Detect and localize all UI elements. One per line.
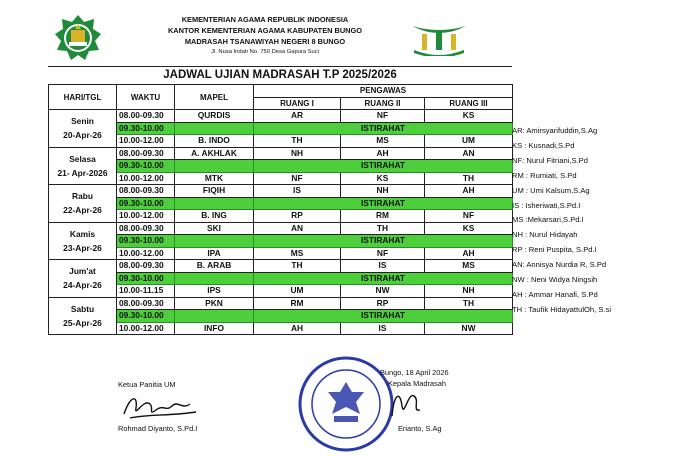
subject-cell: IPA bbox=[175, 247, 254, 260]
time-cell: 08.00-09.30 bbox=[117, 110, 175, 123]
room-1-cell: NH bbox=[254, 147, 341, 160]
page-title: JADWAL UJIAN MADRASAH T.P 2025/2026 bbox=[163, 69, 397, 81]
legend-item: KS : Kusnadi,S.Pd bbox=[512, 140, 575, 150]
day-date: 24-Apr-26 bbox=[63, 280, 102, 291]
break-subject-cell bbox=[175, 310, 254, 323]
table-row bbox=[49, 135, 513, 148]
legend-item: MS :Mekarsari,S.Pd.I bbox=[512, 215, 584, 225]
day-date: 21- Apr-2026 bbox=[57, 167, 108, 178]
room-2-cell: MS bbox=[341, 135, 425, 148]
room-3-cell: AN bbox=[425, 147, 513, 160]
break-row bbox=[49, 197, 513, 210]
break-row bbox=[49, 272, 513, 285]
time-cell: 10.00-11.15 bbox=[117, 285, 175, 298]
subject-cell: B. ING bbox=[175, 210, 254, 223]
day-date: 23-Apr-26 bbox=[63, 242, 102, 253]
room-2-cell: IS bbox=[341, 260, 425, 273]
break-subject-cell bbox=[175, 272, 254, 285]
room-2-cell: AH bbox=[341, 147, 425, 160]
subject-cell: FIQIH bbox=[175, 185, 254, 198]
break-label: ISTIRAHAT bbox=[254, 197, 513, 210]
break-row bbox=[49, 160, 513, 173]
subject-cell: QURDIS bbox=[175, 110, 254, 123]
header-room-2: RUANG II bbox=[341, 97, 425, 110]
break-row bbox=[49, 235, 513, 248]
room-3-cell: UM bbox=[425, 135, 513, 148]
table-row bbox=[49, 247, 513, 260]
time-cell: 08.00-09.30 bbox=[117, 147, 175, 160]
table-row bbox=[49, 297, 513, 310]
room-1-cell: RM bbox=[254, 297, 341, 310]
time-cell: 08.00-09.30 bbox=[117, 185, 175, 198]
madrasah-logo-icon bbox=[408, 20, 470, 56]
ministry-logo-icon bbox=[54, 14, 102, 62]
room-3-cell: NH bbox=[425, 285, 513, 298]
room-1-cell: RP bbox=[254, 210, 341, 223]
time-cell: 08.00-09.30 bbox=[117, 297, 175, 310]
legend-item: NF: Nurul Fitriani,S.Pd bbox=[512, 155, 588, 165]
subject-cell: B. ARAB bbox=[175, 260, 254, 273]
header-line-2: KANTOR KEMENTERIAN AGAMA KABUPATEN BUNGO bbox=[167, 26, 363, 35]
table-row bbox=[49, 260, 513, 273]
break-subject-cell bbox=[175, 235, 254, 248]
room-1-cell: IS bbox=[254, 185, 341, 198]
room-2-cell: NF bbox=[341, 110, 425, 123]
day-name: Rabu bbox=[72, 191, 93, 202]
room-2-cell: IS bbox=[341, 322, 425, 335]
subject-cell: B. INDO bbox=[175, 135, 254, 148]
room-3-cell: MS bbox=[425, 260, 513, 273]
room-3-cell: KS bbox=[425, 110, 513, 123]
day-cell bbox=[49, 222, 117, 260]
time-cell: 10.00-12.00 bbox=[117, 135, 175, 148]
subject-cell: SKI bbox=[175, 222, 254, 235]
break-time-cell: 09.30-10.00 bbox=[117, 310, 175, 323]
time-cell: 10.00-12.00 bbox=[117, 247, 175, 260]
legend-item: UM : Umi Kalsum,S.Ag bbox=[512, 185, 590, 195]
table-row bbox=[49, 210, 513, 223]
supervisor-legend bbox=[512, 124, 700, 318]
day-date: 20-Apr-26 bbox=[63, 130, 102, 141]
subject-cell: PKN bbox=[175, 297, 254, 310]
legend-item: AN: Annisya Nurdia R, S.Pd bbox=[512, 260, 607, 270]
break-time-cell: 09.30-10.00 bbox=[117, 197, 175, 210]
day-name: Sabtu bbox=[70, 303, 95, 314]
subject-cell: INFO bbox=[175, 322, 254, 335]
day-cell bbox=[49, 260, 117, 298]
table-row bbox=[49, 172, 513, 185]
committee-chair-title: Ketua Panitia UM bbox=[118, 380, 176, 389]
header-day: HARI/TGL bbox=[49, 85, 117, 110]
room-3-cell: NW bbox=[425, 322, 513, 335]
time-cell: 10.00-12.00 bbox=[117, 210, 175, 223]
room-1-cell: AH bbox=[254, 322, 341, 335]
header-address: Jl. Nusa Indah No. 750 Desa Gapura Suci bbox=[211, 49, 319, 55]
day-date: 22-Apr-26 bbox=[63, 205, 102, 216]
subject-cell: A. AKHLAK bbox=[175, 147, 254, 160]
time-cell: 08.00-09.30 bbox=[117, 260, 175, 273]
room-2-cell: KS bbox=[341, 172, 425, 185]
day-name: Jum'at bbox=[69, 266, 96, 277]
legend-item: IS : Isheriwati,S.Pd.I bbox=[512, 200, 581, 210]
legend-item: AR: Amirsyarifuddin,S.Ag bbox=[512, 126, 598, 135]
break-subject-cell bbox=[175, 122, 254, 135]
time-cell: 08.00-09.30 bbox=[117, 222, 175, 235]
table-row bbox=[49, 322, 513, 335]
principal-signature bbox=[386, 386, 426, 422]
table-header-row bbox=[49, 85, 513, 98]
break-label: ISTIRAHAT bbox=[254, 122, 513, 135]
room-1-cell: AR bbox=[254, 110, 341, 123]
legend-item: NH : Nurul Hidayah bbox=[512, 230, 578, 240]
room-1-cell: MS bbox=[254, 247, 341, 260]
time-cell: 10.00-12.00 bbox=[117, 172, 175, 185]
day-cell bbox=[49, 110, 117, 148]
day-cell bbox=[49, 185, 117, 223]
header-line-1: KEMENTERIAN AGAMA REPUBLIK INDONESIA bbox=[181, 15, 349, 24]
table-row bbox=[49, 285, 513, 298]
legend-item: TH : Taufik HidayattulOh, S.si bbox=[512, 304, 612, 314]
break-time-cell: 09.30-10.00 bbox=[117, 235, 175, 248]
letterhead bbox=[0, 0, 700, 68]
break-row bbox=[49, 310, 513, 323]
day-date: 25-Apr-26 bbox=[63, 317, 102, 328]
room-1-cell: AN bbox=[254, 222, 341, 235]
room-3-cell: TH bbox=[425, 297, 513, 310]
subject-cell: IPS bbox=[175, 285, 254, 298]
room-2-cell: NF bbox=[341, 247, 425, 260]
break-time-cell: 09.30-10.00 bbox=[117, 272, 175, 285]
header-subject: MAPEL bbox=[175, 85, 254, 110]
room-1-cell: NF bbox=[254, 172, 341, 185]
table-row bbox=[49, 147, 513, 160]
principal-name: Erianto, S.Ag bbox=[398, 424, 442, 433]
day-name: Senin bbox=[71, 116, 94, 127]
break-subject-cell bbox=[175, 197, 254, 210]
break-label: ISTIRAHAT bbox=[254, 310, 513, 323]
letterhead-text bbox=[120, 14, 410, 57]
header-room-1: RUANG I bbox=[254, 97, 341, 110]
time-cell: 10.00-12.00 bbox=[117, 322, 175, 335]
header-room-3: RUANG III bbox=[425, 97, 513, 110]
legend-item: NW : Neni Widya Ningsih bbox=[512, 275, 598, 285]
room-1-cell: TH bbox=[254, 135, 341, 148]
break-time-cell: 09.30-10.00 bbox=[117, 160, 175, 173]
table-row bbox=[49, 222, 513, 235]
legend-item: AH : Ammar Hanafi, S.Pd bbox=[512, 289, 598, 299]
header-line-3: MADRASAH TSANAWIYAH NEGERI 8 BUNGO bbox=[184, 37, 346, 46]
room-1-cell: UM bbox=[254, 285, 341, 298]
day-name: Selasa bbox=[69, 153, 96, 164]
table-row bbox=[49, 110, 513, 123]
day-cell bbox=[49, 297, 117, 335]
header-supervisors: PENGAWAS bbox=[254, 85, 513, 98]
room-3-cell: KS bbox=[425, 222, 513, 235]
break-label: ISTIRAHAT bbox=[254, 272, 513, 285]
signing-date: Bungo, 18 April 2026 bbox=[380, 368, 449, 377]
room-1-cell: TH bbox=[254, 260, 341, 273]
committee-chair-name: Rohmad Diyanto, S.Pd.I bbox=[118, 424, 198, 433]
break-subject-cell bbox=[175, 160, 254, 173]
room-3-cell: AH bbox=[425, 185, 513, 198]
header-time: WAKTU bbox=[117, 85, 175, 110]
room-2-cell: NH bbox=[341, 185, 425, 198]
room-3-cell: AH bbox=[425, 247, 513, 260]
legend-item: RP : Reni Puspita, S.Pd.I bbox=[512, 245, 597, 255]
room-3-cell: TH bbox=[425, 172, 513, 185]
header-rule bbox=[48, 66, 512, 67]
day-name: Kamis bbox=[69, 228, 96, 239]
exam-schedule-table bbox=[48, 84, 513, 335]
principal-title: Kepala Madrasah bbox=[388, 379, 446, 388]
room-2-cell: NW bbox=[341, 285, 425, 298]
legend-item: RM : Rumiati, S.Pd bbox=[512, 170, 577, 180]
committee-chair-signature bbox=[120, 390, 200, 424]
room-2-cell: TH bbox=[341, 222, 425, 235]
break-label: ISTIRAHAT bbox=[254, 160, 513, 173]
room-2-cell: RM bbox=[341, 210, 425, 223]
break-row bbox=[49, 122, 513, 135]
room-2-cell: RP bbox=[341, 297, 425, 310]
subject-cell: MTK bbox=[175, 172, 254, 185]
room-3-cell: NF bbox=[425, 210, 513, 223]
day-cell bbox=[49, 147, 117, 185]
break-label: ISTIRAHAT bbox=[254, 235, 513, 248]
break-time-cell: 09.30-10.00 bbox=[117, 122, 175, 135]
table-row bbox=[49, 185, 513, 198]
